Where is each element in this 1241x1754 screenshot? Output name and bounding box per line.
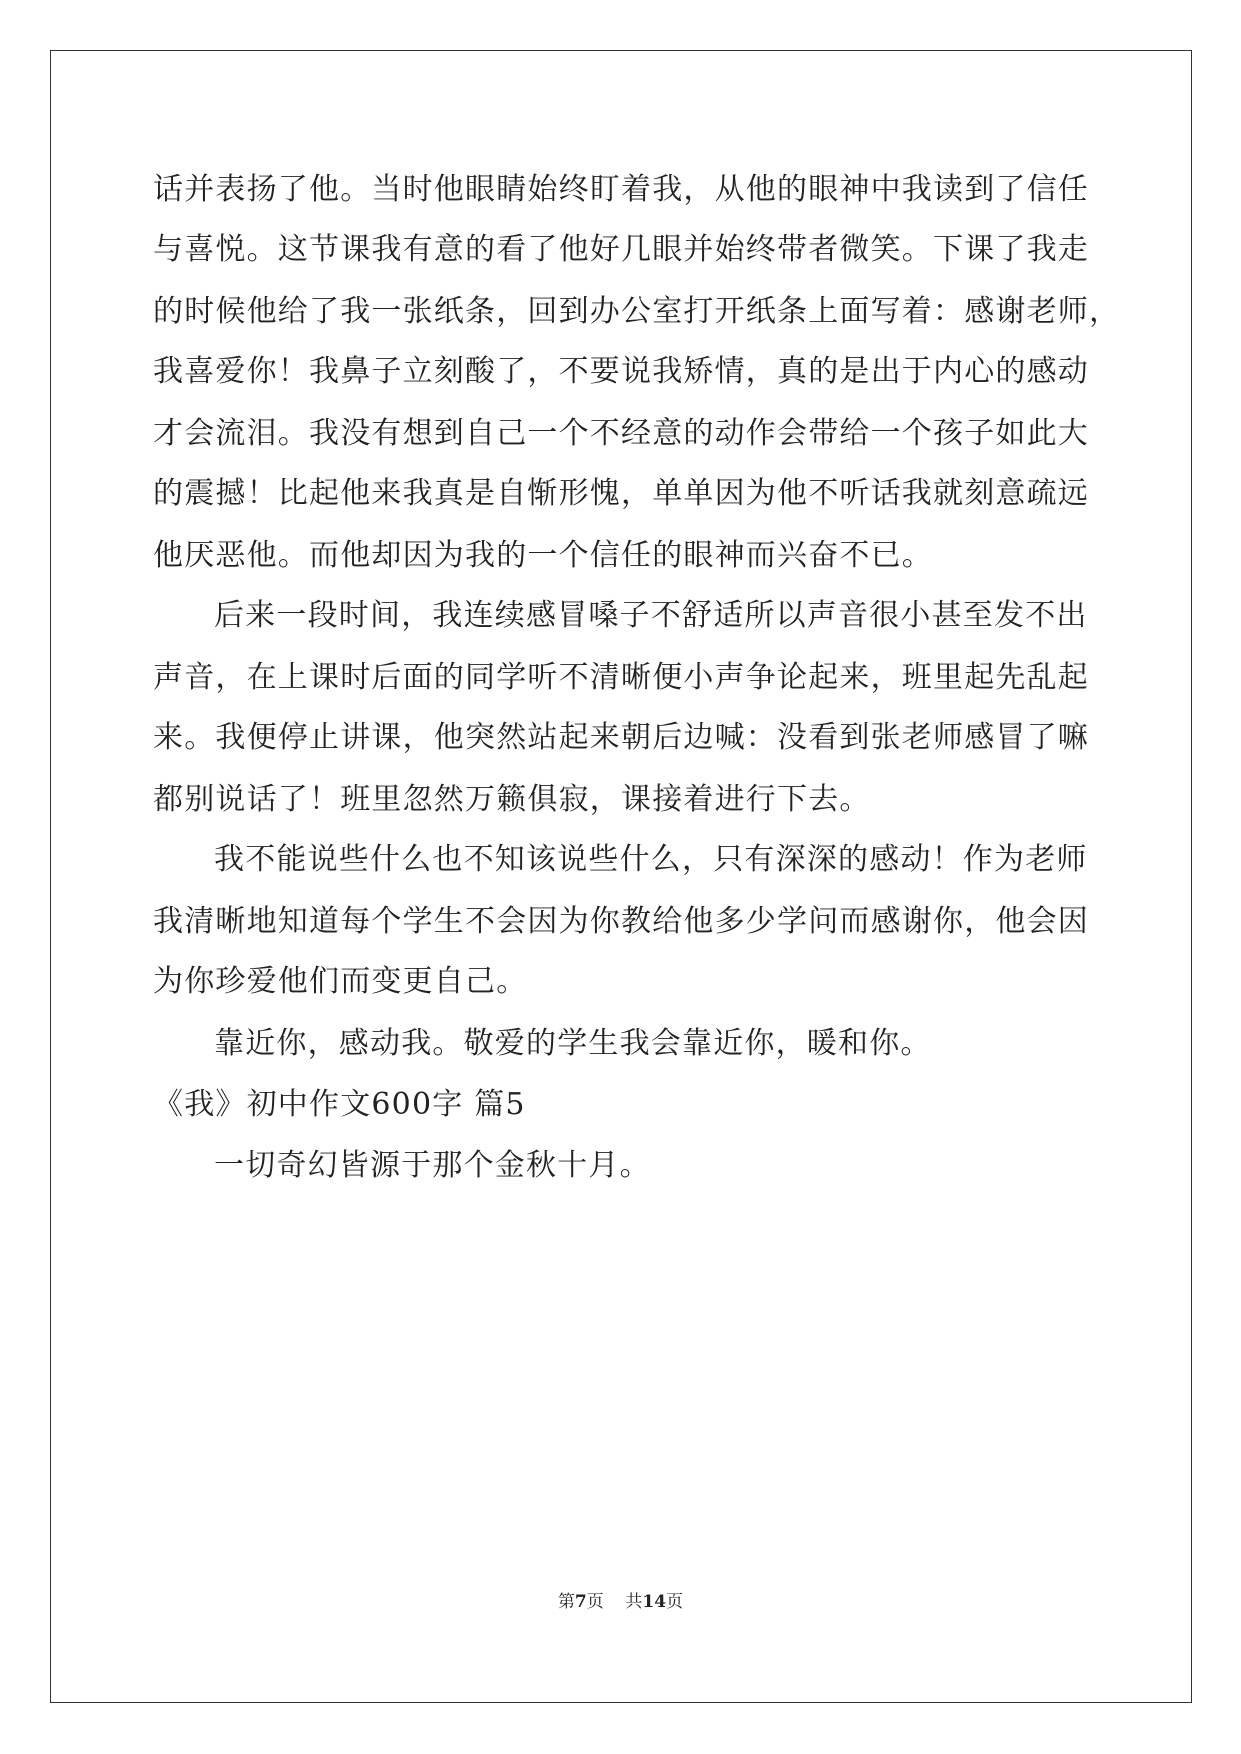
total-page-number: 14 (642, 1592, 667, 1612)
paragraph-first-line: 后来一段时间，我连续感冒嗓子不舒适所以声音很小甚至发不出 (214, 598, 1088, 633)
body-line: 的时候他给了我一张纸条，回到办公室打开纸条上面写着：感谢老师， (153, 294, 1121, 329)
body-line: 我清晰地知道每个学生不会因为你教给他多少学问而感谢你，他会因 (153, 904, 1089, 939)
body-line: 我喜爱你！我鼻子立刻酸了，不要说我矫情，真的是出于内心的感动 (153, 354, 1089, 389)
page-footer (0, 1590, 1241, 1614)
body-line: 都别说话了！班里忽然万籁俱寂，课接着进行下去。 (153, 782, 871, 817)
section-heading: 《我》初中作文600字 篇5 (153, 1087, 526, 1122)
body-line: 的震撼！比起他来我真是自惭形愧，单单因为他不听话我就刻意疏远 (153, 476, 1089, 511)
body-line: 才会流泪。我没有想到自己一个不经意的动作会带给一个孩子如此大 (153, 416, 1089, 451)
body-line: 话并表扬了他。当时他眼睛始终盯着我，从他的眼神中我读到了信任 (153, 172, 1089, 207)
body-line: 与喜悦。这节课我有意的看了他好几眼并始终带者微笑。下课了我走 (153, 232, 1089, 267)
paragraph-first-line: 靠近你，感动我。敬爱的学生我会靠近你，暖和你。 (214, 1026, 932, 1061)
current-page-number: 7 (574, 1592, 587, 1612)
body-line: 他厌恶他。而他却因为我的一个信任的眼神而兴奋不已。 (153, 538, 933, 573)
body-line: 为你珍爱他们而变更自己。 (153, 964, 528, 999)
paragraph-first-line: 我不能说些什么也不知该说些什么，只有深深的感动！作为老师 (214, 842, 1088, 877)
paragraph-first-line: 一切奇幻皆源于那个金秋十月。 (214, 1148, 651, 1183)
footer-page-suffix: 页 (586, 1592, 604, 1612)
body-line: 声音，在上课时后面的同学听不清晰便小声争论起来，班里起先乱起 (153, 660, 1089, 695)
footer-total-suffix: 页 (666, 1592, 684, 1612)
footer-prefix: 第 (557, 1592, 575, 1612)
body-line: 来。我便停止讲课，他突然站起来朝后边喊：没看到张老师感冒了嘛 (153, 720, 1089, 755)
footer-total-prefix: 共 (625, 1592, 643, 1612)
